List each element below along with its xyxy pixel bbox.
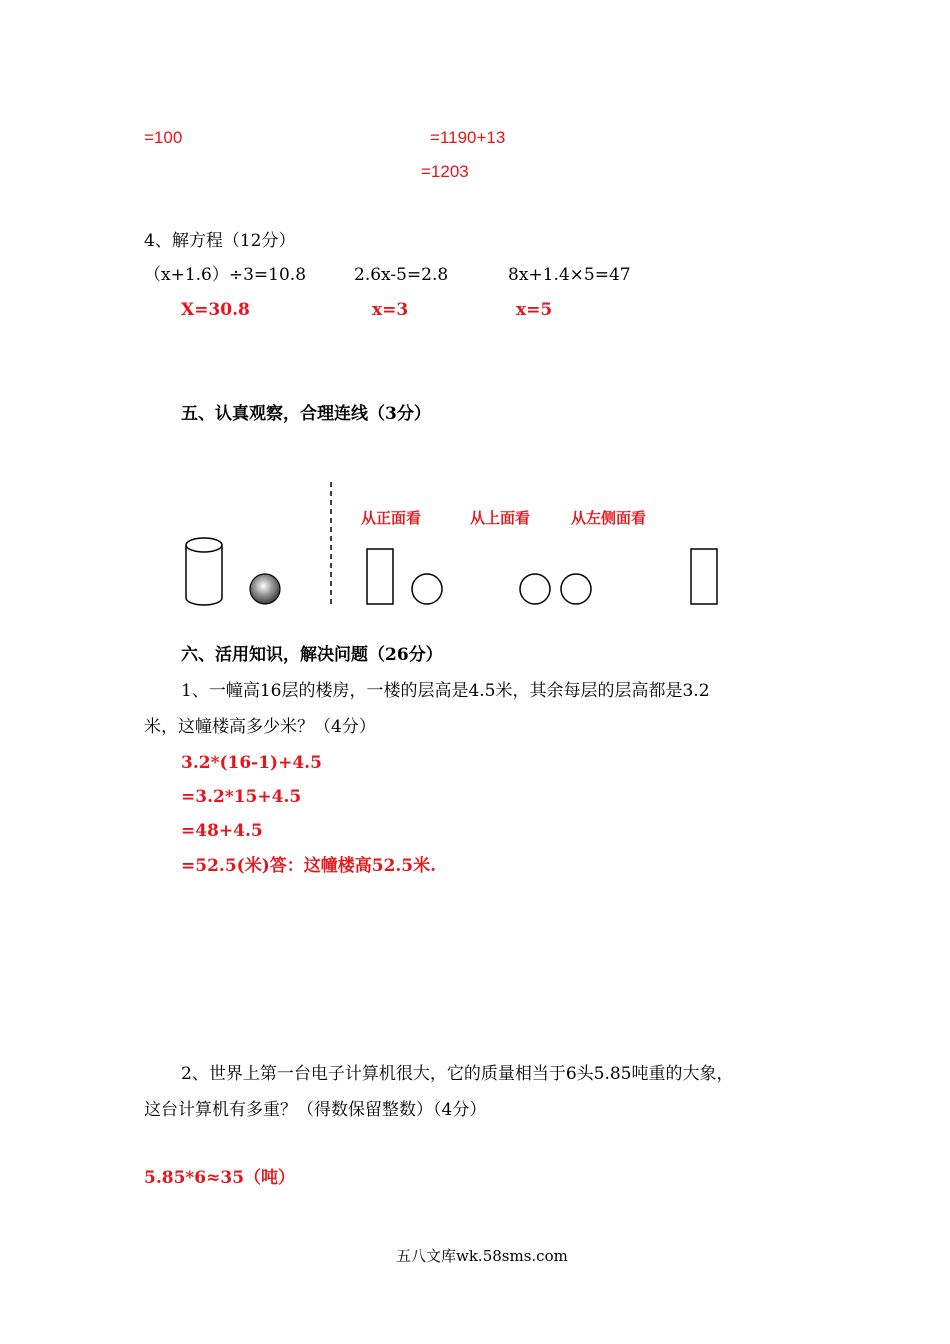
q1-solution-line4: =52.5(米)答：这幢楼高52.5米. bbox=[181, 856, 437, 876]
q2-solution: 5.85*6≈35（吨） bbox=[144, 1168, 296, 1188]
equation-3: 8x+1.4×5=47 bbox=[508, 265, 631, 285]
two-circles-view-icon bbox=[520, 574, 591, 604]
calc-result-right-1: =1190+13 bbox=[430, 128, 506, 147]
q1-text-line1: 1、一幢高16层的楼房，一楼的层高是4.5米，其余每层的层高都是3.2 bbox=[181, 681, 710, 701]
section4-title: 4、解方程（12分） bbox=[144, 231, 296, 251]
view-label-front: 从正面看 bbox=[361, 509, 422, 527]
view-label-top: 从上面看 bbox=[470, 509, 531, 527]
q1-text-line2: 米，这幢楼高多少米？（4分） bbox=[144, 717, 376, 737]
tall-rectangle-view-icon bbox=[691, 549, 717, 604]
q2-text-line2: 这台计算机有多重？（得数保留整数）（4分） bbox=[144, 1100, 487, 1120]
calc-result-left: =100 bbox=[144, 128, 183, 147]
equation-answer-3: x=5 bbox=[516, 300, 553, 320]
rectangle-view-icon bbox=[367, 549, 393, 604]
q1-solution-line1: 3.2*(16-1)+4.5 bbox=[181, 753, 322, 773]
section6-title: 六、活用知识，解决问题（26分） bbox=[181, 645, 443, 665]
sphere-icon bbox=[250, 574, 280, 604]
cylinder-icon bbox=[186, 538, 222, 605]
q1-solution-line3: =48+4.5 bbox=[181, 821, 263, 841]
q2-text-line1: 2、世界上第一台电子计算机很大，它的质量相当于6头5.85吨重的大象， bbox=[181, 1064, 734, 1084]
equation-answer-1: X=30.8 bbox=[181, 300, 250, 320]
q1-solution-line2: =3.2*15+4.5 bbox=[181, 787, 302, 807]
equation-answer-2: x=3 bbox=[372, 300, 409, 320]
footer-watermark: 五八文库wk.58sms.com bbox=[396, 1247, 568, 1265]
equation-1: （x+1.6）÷3=10.8 bbox=[144, 265, 307, 285]
view-label-left: 从左侧面看 bbox=[571, 509, 647, 527]
section5-title: 五、认真观察，合理连线（3分） bbox=[181, 404, 431, 424]
calc-result-right-2: =1203 bbox=[421, 162, 469, 181]
circle-view-icon bbox=[412, 574, 442, 604]
equation-2: 2.6x-5=2.8 bbox=[354, 265, 449, 285]
